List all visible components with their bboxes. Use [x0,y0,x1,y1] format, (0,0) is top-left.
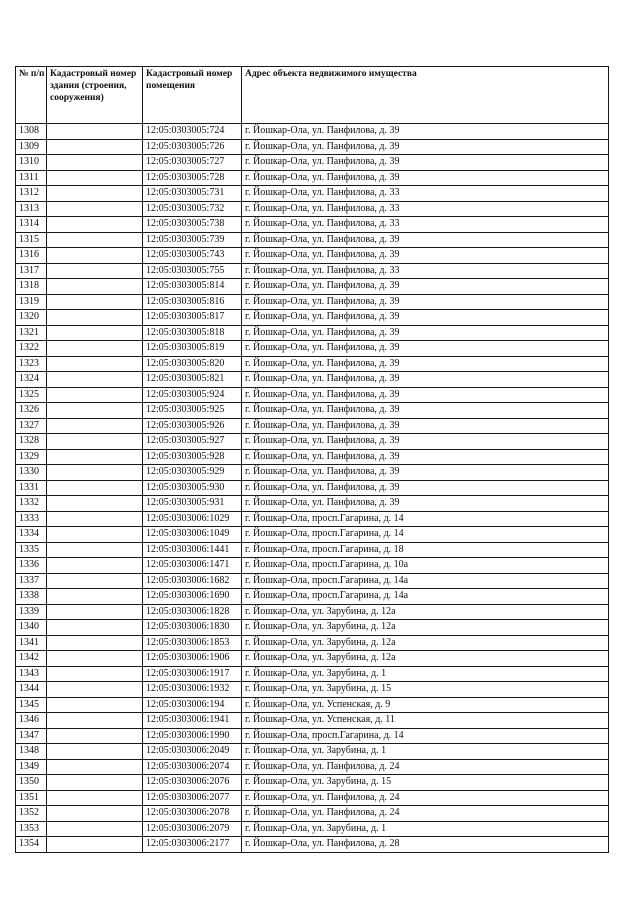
cell-address: г. Йошкар-Ола, просп.Гагарина, д. 10а [242,558,609,574]
table-row [16,310,609,326]
table-row [16,170,609,186]
cell-address: г. Йошкар-Ола, ул. Панфилова, д. 39 [242,279,609,295]
table-row [16,465,609,481]
cell-premises-cadastral-number: 12:05:0303006:1917 [143,666,242,682]
cell-row-number: 1341 [16,635,47,651]
cell-building-cadastral-number [47,666,143,682]
cell-address: г. Йошкар-Ола, ул. Панфилова, д. 39 [242,496,609,512]
cell-row-number: 1328 [16,434,47,450]
cell-premises-cadastral-number: 12:05:0303005:928 [143,449,242,465]
header-premises-cadastral-number: Кадастровый номер помещения [143,67,242,124]
cell-premises-cadastral-number: 12:05:0303005:931 [143,496,242,512]
cell-building-cadastral-number [47,155,143,171]
cell-premises-cadastral-number: 12:05:0303006:1049 [143,527,242,543]
cell-premises-cadastral-number: 12:05:0303005:819 [143,341,242,357]
cell-row-number: 1314 [16,217,47,233]
table-row [16,124,609,140]
cell-premises-cadastral-number: 12:05:0303006:1932 [143,682,242,698]
cell-building-cadastral-number [47,449,143,465]
table-row [16,589,609,605]
cell-building-cadastral-number [47,434,143,450]
cell-building-cadastral-number [47,279,143,295]
table-row [16,294,609,310]
cell-row-number: 1317 [16,263,47,279]
cell-address: г. Йошкар-Ола, ул. Панфилова, д. 39 [242,170,609,186]
cell-address: г. Йошкар-Ола, ул. Панфилова, д. 39 [242,387,609,403]
cell-building-cadastral-number [47,511,143,527]
cell-row-number: 1327 [16,418,47,434]
cell-premises-cadastral-number: 12:05:0303005:927 [143,434,242,450]
cell-building-cadastral-number [47,837,143,853]
table-row [16,201,609,217]
table-row [16,279,609,295]
cell-row-number: 1343 [16,666,47,682]
cell-row-number: 1323 [16,356,47,372]
cell-address: г. Йошкар-Ола, ул. Панфилова, д. 39 [242,418,609,434]
table-row [16,837,609,853]
header-row [16,67,609,124]
cell-address: г. Йошкар-Ола, ул. Панфилова, д. 39 [242,449,609,465]
cell-building-cadastral-number [47,496,143,512]
cell-row-number: 1352 [16,806,47,822]
cell-building-cadastral-number [47,248,143,264]
cell-premises-cadastral-number: 12:05:0303005:821 [143,372,242,388]
cell-building-cadastral-number [47,775,143,791]
cell-address: г. Йошкар-Ола, ул. Панфилова, д. 28 [242,837,609,853]
cell-building-cadastral-number [47,201,143,217]
cell-premises-cadastral-number: 12:05:0303005:727 [143,155,242,171]
table-row [16,511,609,527]
cell-address: г. Йошкар-Ола, ул. Панфилова, д. 33 [242,201,609,217]
cell-premises-cadastral-number: 12:05:0303006:2078 [143,806,242,822]
cell-premises-cadastral-number: 12:05:0303005:817 [143,310,242,326]
cell-address: г. Йошкар-Ола, ул. Зарубина, д. 12а [242,635,609,651]
cell-address: г. Йошкар-Ола, ул. Панфилова, д. 39 [242,248,609,264]
cell-building-cadastral-number [47,294,143,310]
cell-premises-cadastral-number: 12:05:0303005:925 [143,403,242,419]
cell-building-cadastral-number [47,263,143,279]
table-row [16,775,609,791]
cell-address: г. Йошкар-Ола, ул. Панфилова, д. 39 [242,325,609,341]
cell-premises-cadastral-number: 12:05:0303006:2079 [143,821,242,837]
table-row [16,604,609,620]
cell-address: г. Йошкар-Ола, просп.Гагарина, д. 14 [242,728,609,744]
cell-premises-cadastral-number: 12:05:0303005:816 [143,294,242,310]
cell-address: г. Йошкар-Ола, ул. Панфилова, д. 39 [242,465,609,481]
header-row-number: № п/п [16,67,47,124]
cell-address: г. Йошкар-Ола, ул. Зарубина, д. 1 [242,666,609,682]
cell-building-cadastral-number [47,558,143,574]
registry-table [15,66,609,853]
cell-building-cadastral-number [47,480,143,496]
cell-address: г. Йошкар-Ола, просп.Гагарина, д. 14а [242,589,609,605]
cell-building-cadastral-number [47,635,143,651]
cell-premises-cadastral-number: 12:05:0303006:2177 [143,837,242,853]
cell-building-cadastral-number [47,170,143,186]
cell-building-cadastral-number [47,310,143,326]
cell-address: г. Йошкар-Ола, просп.Гагарина, д. 14 [242,527,609,543]
table-row [16,155,609,171]
cell-premises-cadastral-number: 12:05:0303005:732 [143,201,242,217]
cell-building-cadastral-number [47,124,143,140]
cell-row-number: 1350 [16,775,47,791]
cell-premises-cadastral-number: 12:05:0303005:818 [143,325,242,341]
cell-building-cadastral-number [47,728,143,744]
table-row [16,573,609,589]
table-row [16,651,609,667]
cell-premises-cadastral-number: 12:05:0303006:1990 [143,728,242,744]
cell-row-number: 1354 [16,837,47,853]
cell-address: г. Йошкар-Ола, ул. Панфилова, д. 24 [242,790,609,806]
cell-address: г. Йошкар-Ола, просп.Гагарина, д. 14а [242,573,609,589]
cell-row-number: 1331 [16,480,47,496]
table-row [16,139,609,155]
cell-row-number: 1311 [16,170,47,186]
cell-premises-cadastral-number: 12:05:0303005:755 [143,263,242,279]
cell-address: г. Йошкар-Ола, ул. Панфилова, д. 39 [242,372,609,388]
cell-row-number: 1312 [16,186,47,202]
cell-premises-cadastral-number: 12:05:0303005:731 [143,186,242,202]
cell-address: г. Йошкар-Ола, ул. Панфилова, д. 33 [242,263,609,279]
table-row [16,558,609,574]
cell-address: г. Йошкар-Ола, ул. Панфилова, д. 39 [242,310,609,326]
cell-row-number: 1346 [16,713,47,729]
cell-row-number: 1324 [16,372,47,388]
cell-premises-cadastral-number: 12:05:0303006:1441 [143,542,242,558]
cell-premises-cadastral-number: 12:05:0303006:1828 [143,604,242,620]
cell-building-cadastral-number [47,325,143,341]
cell-building-cadastral-number [47,604,143,620]
cell-building-cadastral-number [47,186,143,202]
cell-premises-cadastral-number: 12:05:0303006:194 [143,697,242,713]
table-header [16,67,609,124]
cell-premises-cadastral-number: 12:05:0303006:1690 [143,589,242,605]
cell-building-cadastral-number [47,744,143,760]
cell-premises-cadastral-number: 12:05:0303006:2074 [143,759,242,775]
cell-building-cadastral-number [47,387,143,403]
cell-address: г. Йошкар-Ола, ул. Зарубина, д. 12а [242,651,609,667]
cell-premises-cadastral-number: 12:05:0303005:743 [143,248,242,264]
cell-row-number: 1321 [16,325,47,341]
cell-address: г. Йошкар-Ола, ул. Панфилова, д. 39 [242,155,609,171]
cell-row-number: 1338 [16,589,47,605]
table-row [16,697,609,713]
cell-row-number: 1347 [16,728,47,744]
cell-row-number: 1316 [16,248,47,264]
cell-row-number: 1344 [16,682,47,698]
table-row [16,821,609,837]
cell-address: г. Йошкар-Ола, ул. Панфилова, д. 39 [242,139,609,155]
table-row [16,620,609,636]
cell-address: г. Йошкар-Ола, ул. Панфилова, д. 39 [242,480,609,496]
table-row [16,666,609,682]
table-row [16,248,609,264]
table-row [16,806,609,822]
cell-premises-cadastral-number: 12:05:0303005:739 [143,232,242,248]
cell-address: г. Йошкар-Ола, просп.Гагарина, д. 18 [242,542,609,558]
cell-address: г. Йошкар-Ола, ул. Успенская, д. 11 [242,713,609,729]
cell-address: г. Йошкар-Ола, ул. Панфилова, д. 33 [242,217,609,233]
cell-address: г. Йошкар-Ола, ул. Панфилова, д. 24 [242,806,609,822]
cell-row-number: 1340 [16,620,47,636]
cell-premises-cadastral-number: 12:05:0303005:814 [143,279,242,295]
cell-building-cadastral-number [47,790,143,806]
cell-premises-cadastral-number: 12:05:0303005:924 [143,387,242,403]
table-row [16,217,609,233]
cell-address: г. Йошкар-Ола, ул. Успенская, д. 9 [242,697,609,713]
cell-address: г. Йошкар-Ола, ул. Панфилова, д. 39 [242,356,609,372]
cell-premises-cadastral-number: 12:05:0303005:820 [143,356,242,372]
cell-building-cadastral-number [47,806,143,822]
cell-address: г. Йошкар-Ола, ул. Панфилова, д. 24 [242,759,609,775]
table-row [16,728,609,744]
cell-address: г. Йошкар-Ола, ул. Панфилова, д. 39 [242,403,609,419]
cell-row-number: 1337 [16,573,47,589]
cell-building-cadastral-number [47,341,143,357]
cell-building-cadastral-number [47,620,143,636]
cell-building-cadastral-number [47,527,143,543]
cell-building-cadastral-number [47,403,143,419]
cell-row-number: 1334 [16,527,47,543]
cell-building-cadastral-number [47,139,143,155]
table-row [16,186,609,202]
cell-row-number: 1336 [16,558,47,574]
cell-row-number: 1319 [16,294,47,310]
cell-row-number: 1326 [16,403,47,419]
table-row [16,387,609,403]
table-row [16,372,609,388]
cell-premises-cadastral-number: 12:05:0303006:1941 [143,713,242,729]
cell-building-cadastral-number [47,573,143,589]
cell-row-number: 1351 [16,790,47,806]
cell-row-number: 1309 [16,139,47,155]
table-row [16,790,609,806]
table-row [16,356,609,372]
table-row [16,527,609,543]
cell-premises-cadastral-number: 12:05:0303005:926 [143,418,242,434]
cell-row-number: 1313 [16,201,47,217]
cell-building-cadastral-number [47,356,143,372]
table-row [16,682,609,698]
cell-address: г. Йошкар-Ола, ул. Зарубина, д. 12а [242,604,609,620]
cell-address: г. Йошкар-Ола, ул. Панфилова, д. 39 [242,124,609,140]
cell-row-number: 1332 [16,496,47,512]
cell-premises-cadastral-number: 12:05:0303005:738 [143,217,242,233]
cell-premises-cadastral-number: 12:05:0303006:1471 [143,558,242,574]
cell-row-number: 1325 [16,387,47,403]
table-row [16,418,609,434]
cell-building-cadastral-number [47,232,143,248]
table-row [16,434,609,450]
cell-premises-cadastral-number: 12:05:0303006:1830 [143,620,242,636]
cell-premises-cadastral-number: 12:05:0303006:1906 [143,651,242,667]
cell-row-number: 1329 [16,449,47,465]
cell-row-number: 1330 [16,465,47,481]
table-row [16,496,609,512]
cell-address: г. Йошкар-Ола, ул. Панфилова, д. 39 [242,294,609,310]
cell-address: г. Йошкар-Ола, ул. Панфилова, д. 39 [242,232,609,248]
cell-building-cadastral-number [47,651,143,667]
cell-premises-cadastral-number: 12:05:0303005:726 [143,139,242,155]
cell-premises-cadastral-number: 12:05:0303005:728 [143,170,242,186]
cell-row-number: 1348 [16,744,47,760]
table-row [16,325,609,341]
cell-premises-cadastral-number: 12:05:0303005:724 [143,124,242,140]
cell-premises-cadastral-number: 12:05:0303005:929 [143,465,242,481]
cell-row-number: 1315 [16,232,47,248]
cell-premises-cadastral-number: 12:05:0303006:1682 [143,573,242,589]
table-row [16,341,609,357]
table-row [16,713,609,729]
cell-address: г. Йошкар-Ола, ул. Зарубина, д. 12а [242,620,609,636]
table-row [16,403,609,419]
cell-address: г. Йошкар-Ола, ул. Зарубина, д. 15 [242,682,609,698]
cell-row-number: 1308 [16,124,47,140]
cell-row-number: 1353 [16,821,47,837]
cell-premises-cadastral-number: 12:05:0303005:930 [143,480,242,496]
header-address: Адрес объекта недвижимого имущества [242,67,609,124]
cell-address: г. Йошкар-Ола, ул. Панфилова, д. 39 [242,434,609,450]
cell-address: г. Йошкар-Ола, ул. Зарубина, д. 1 [242,744,609,760]
cell-row-number: 1345 [16,697,47,713]
cell-building-cadastral-number [47,589,143,605]
table-row [16,449,609,465]
cell-building-cadastral-number [47,697,143,713]
cell-building-cadastral-number [47,418,143,434]
cell-row-number: 1339 [16,604,47,620]
table-row [16,480,609,496]
cell-row-number: 1322 [16,341,47,357]
cell-building-cadastral-number [47,821,143,837]
cell-building-cadastral-number [47,217,143,233]
cell-row-number: 1335 [16,542,47,558]
cell-building-cadastral-number [47,682,143,698]
cell-address: г. Йошкар-Ола, ул. Зарубина, д. 1 [242,821,609,837]
cell-building-cadastral-number [47,713,143,729]
cell-building-cadastral-number [47,542,143,558]
cell-address: г. Йошкар-Ола, ул. Панфилова, д. 39 [242,341,609,357]
cell-premises-cadastral-number: 12:05:0303006:2077 [143,790,242,806]
cell-address: г. Йошкар-Ола, ул. Зарубина, д. 15 [242,775,609,791]
cell-premises-cadastral-number: 12:05:0303006:1853 [143,635,242,651]
cell-address: г. Йошкар-Ола, ул. Панфилова, д. 33 [242,186,609,202]
cell-row-number: 1333 [16,511,47,527]
header-building-cadastral-number: Кадастровый номер здания (строения, сооружения) [47,67,143,124]
table-row [16,263,609,279]
cell-building-cadastral-number [47,759,143,775]
cell-building-cadastral-number [47,372,143,388]
cell-row-number: 1318 [16,279,47,295]
table-row [16,542,609,558]
cell-row-number: 1320 [16,310,47,326]
cell-building-cadastral-number [47,465,143,481]
table-row [16,759,609,775]
cell-premises-cadastral-number: 12:05:0303006:1029 [143,511,242,527]
cell-row-number: 1342 [16,651,47,667]
cell-row-number: 1349 [16,759,47,775]
table-row [16,232,609,248]
table-row [16,635,609,651]
table-body [16,124,609,853]
cell-row-number: 1310 [16,155,47,171]
cell-premises-cadastral-number: 12:05:0303006:2076 [143,775,242,791]
table-row [16,744,609,760]
cell-address: г. Йошкар-Ола, просп.Гагарина, д. 14 [242,511,609,527]
cell-premises-cadastral-number: 12:05:0303006:2049 [143,744,242,760]
